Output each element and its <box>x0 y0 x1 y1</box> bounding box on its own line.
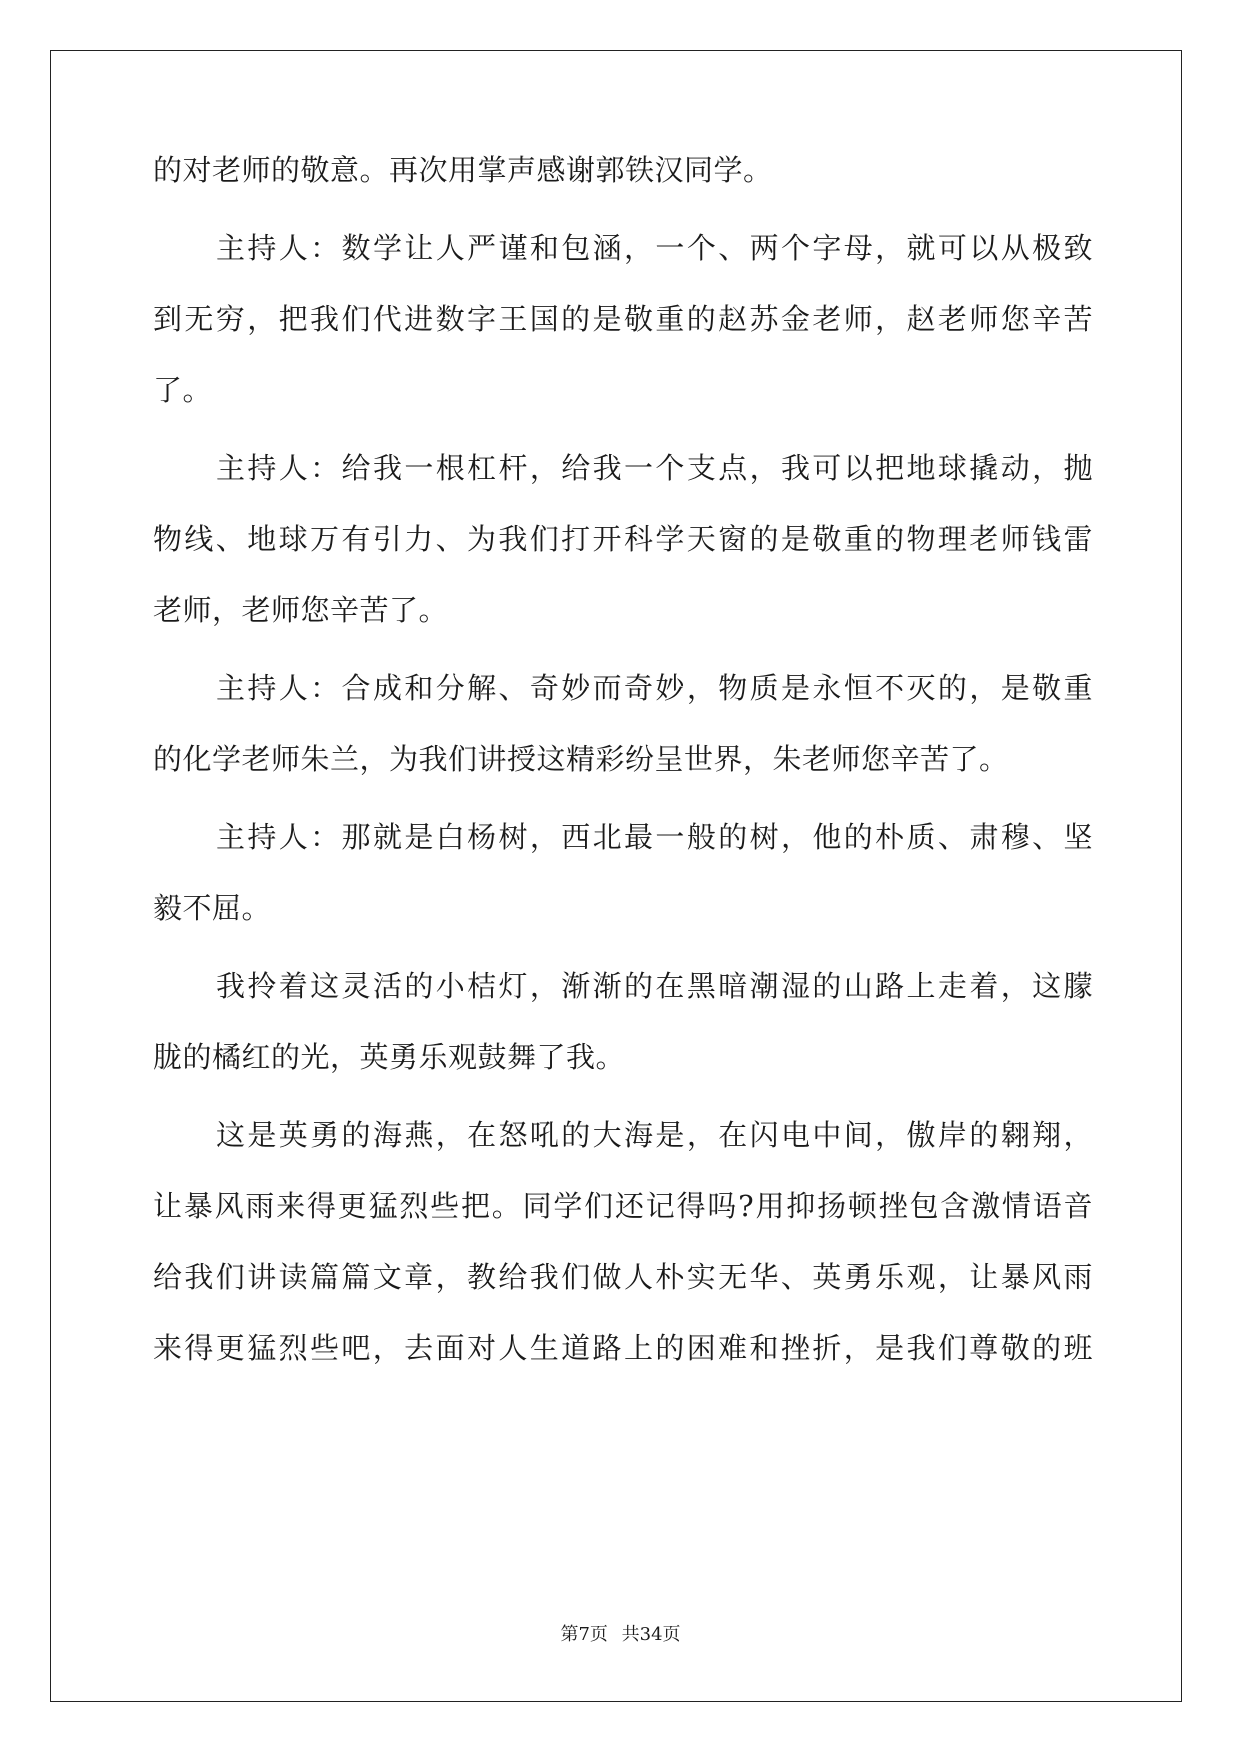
text-line: 老师，老师您辛苦了。 <box>153 593 449 627</box>
text-line: 胧的橘红的光，英勇乐观鼓舞了我。 <box>153 1040 626 1074</box>
text-line: 主持人：数学让人严谨和包涵，一个、两个字母，就可以从极致 <box>216 231 1093 265</box>
text-line: 毅不屈。 <box>153 891 272 925</box>
text-line: 这是英勇的海燕，在怒吼的大海是，在闪电中间，傲岸的翱翔， <box>216 1118 1093 1152</box>
text-line: 主持人：那就是白杨树，西北最一般的树，他的朴质、肃穆、坚 <box>216 820 1093 854</box>
text-line: 来得更猛烈些吧，去面对人生道路上的困难和挫折，是我们尊敬的班 <box>153 1331 1093 1365</box>
text-line: 给我们讲读篇篇文章，教给我们做人朴实无华、英勇乐观，让暴风雨 <box>153 1260 1093 1294</box>
page-number: 第7页 <box>560 1624 608 1645</box>
text-line: 我拎着这灵活的小桔灯，渐渐的在黑暗潮湿的山路上走着，这朦 <box>216 969 1093 1003</box>
text-line: 到无穷，把我们代进数字王国的是敬重的赵苏金老师，赵老师您辛苦 <box>153 302 1093 336</box>
text-line: 的化学老师朱兰，为我们讲授这精彩纷呈世界，朱老师您辛苦了。 <box>153 742 1009 776</box>
text-line: 让暴风雨来得更猛烈些把。同学们还记得吗?用抑扬顿挫包含激情语音 <box>153 1189 1093 1223</box>
page-total: 共34页 <box>621 1624 681 1645</box>
text-line: 的对老师的敬意。再次用掌声感谢郭铁汉同学。 <box>153 153 773 187</box>
page-border <box>50 50 1182 1702</box>
text-line: 了。 <box>153 373 213 407</box>
text-line: 主持人：合成和分解、奇妙而奇妙，物质是永恒不灭的，是敬重 <box>216 671 1093 705</box>
page-footer <box>0 1623 1241 1647</box>
text-line: 主持人：给我一根杠杆，给我一个支点，我可以把地球撬动，抛 <box>216 451 1093 485</box>
text-line: 物线、地球万有引力、为我们打开科学天窗的是敬重的物理老师钱雷 <box>153 522 1093 556</box>
